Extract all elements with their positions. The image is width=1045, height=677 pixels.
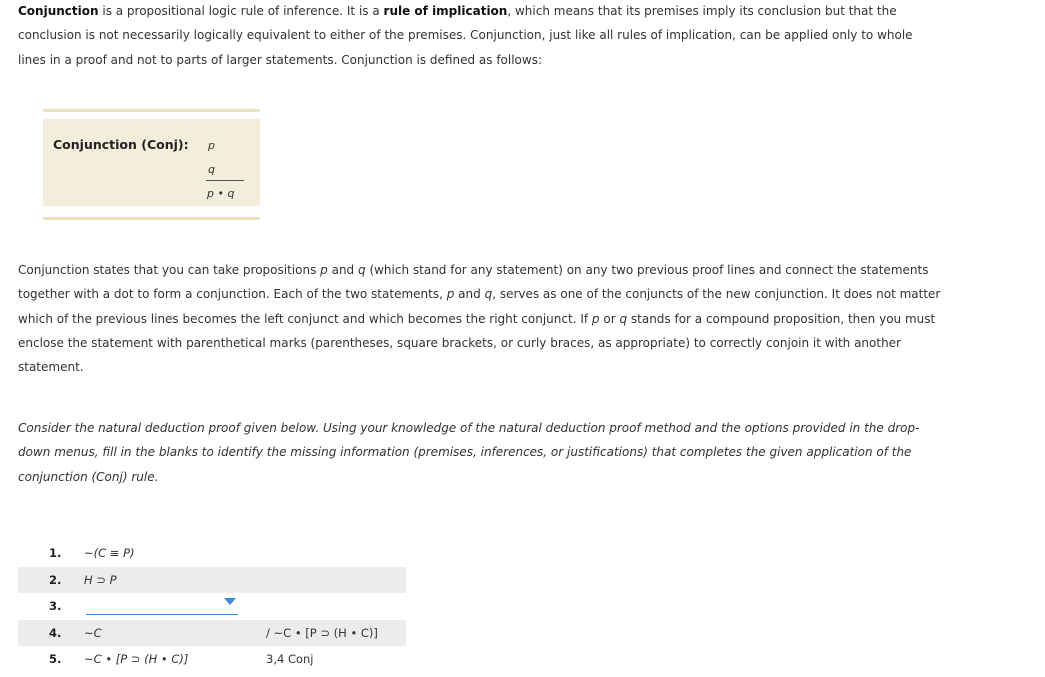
proof-row-4 (18, 620, 406, 647)
rule-bottom-border (43, 217, 260, 220)
line-justification: 3,4 Conj (266, 652, 314, 666)
conclusion-target: / ~C • [P ⊃ (H • C)] (266, 625, 378, 640)
line-number: 3. (49, 599, 62, 613)
line-statement: ~C (84, 625, 102, 640)
proof-table (18, 540, 406, 673)
line-number: 1. (49, 546, 62, 560)
explanation-paragraph: Conjunction states that you can take propositions p and q (which stand for any statement) on any two previous proof lines and connect the statements together with a dot to form a conjunction. Each of the two statements, p and q, serves as one of the conjuncts of the new conjunction. It does not matter which of the previous lines becomes the left conjunct and which becomes the right conjunct. If p or q stands for a compound proposition, then you must enclose the statement with parenthetical marks (parentheses, square brackets, or curly braces, as appropriate) to correctly conjoin it with another statement. (18, 263, 941, 375)
chevron-down-icon[interactable] (224, 598, 236, 605)
instructions-paragraph: Consider the natural deduction proof given below. Using your knowledge of the natural deduction proof method and the options provided in the drop-down menus, fill in the blanks to identify the missing information (premises, inferences, or justifications) that completes the given application of the conjunction (Conj) rule. (18, 421, 920, 484)
line-number: 5. (49, 652, 62, 666)
proof-row-2 (18, 567, 406, 594)
rule-definition-box (43, 109, 260, 222)
line-3-statement-dropdown[interactable] (86, 595, 238, 615)
line-statement: ~(C ≡ P) (84, 546, 135, 560)
term-conjunction: Conjunction (18, 4, 99, 18)
rule-premise-1: p (208, 139, 215, 152)
rule-inference-bar (206, 180, 244, 181)
line-statement: ~C • [P ⊃ (H • C)] (84, 652, 189, 666)
rule-name: Conjunction (Conj): (53, 137, 189, 152)
rule-top-border (43, 109, 260, 112)
proof-row-5 (18, 646, 406, 673)
rule-premise-2: q (208, 163, 215, 176)
proof-row-1 (18, 540, 406, 567)
line-number: 4. (49, 625, 62, 640)
rule-conclusion: p • q (207, 187, 235, 200)
intro-paragraph: Conjunction is a propositional logic rule of inference. It is a rule of implication, which means that its premises imply its conclusion but that the conclusion is not necessarily logically equivalent to either of the premises. Conjunction, just like all rules of implication, can be applied only to whole lines in a proof and not to parts of larger statements. Conjunction is defined as follows: (18, 4, 913, 67)
rule-body (43, 119, 260, 206)
proof-row-3 (18, 593, 406, 620)
line-number: 2. (49, 572, 62, 587)
term-rule-of-implication: rule of implication (383, 4, 508, 18)
rule-form (206, 138, 246, 200)
line-statement: H ⊃ P (84, 572, 117, 587)
